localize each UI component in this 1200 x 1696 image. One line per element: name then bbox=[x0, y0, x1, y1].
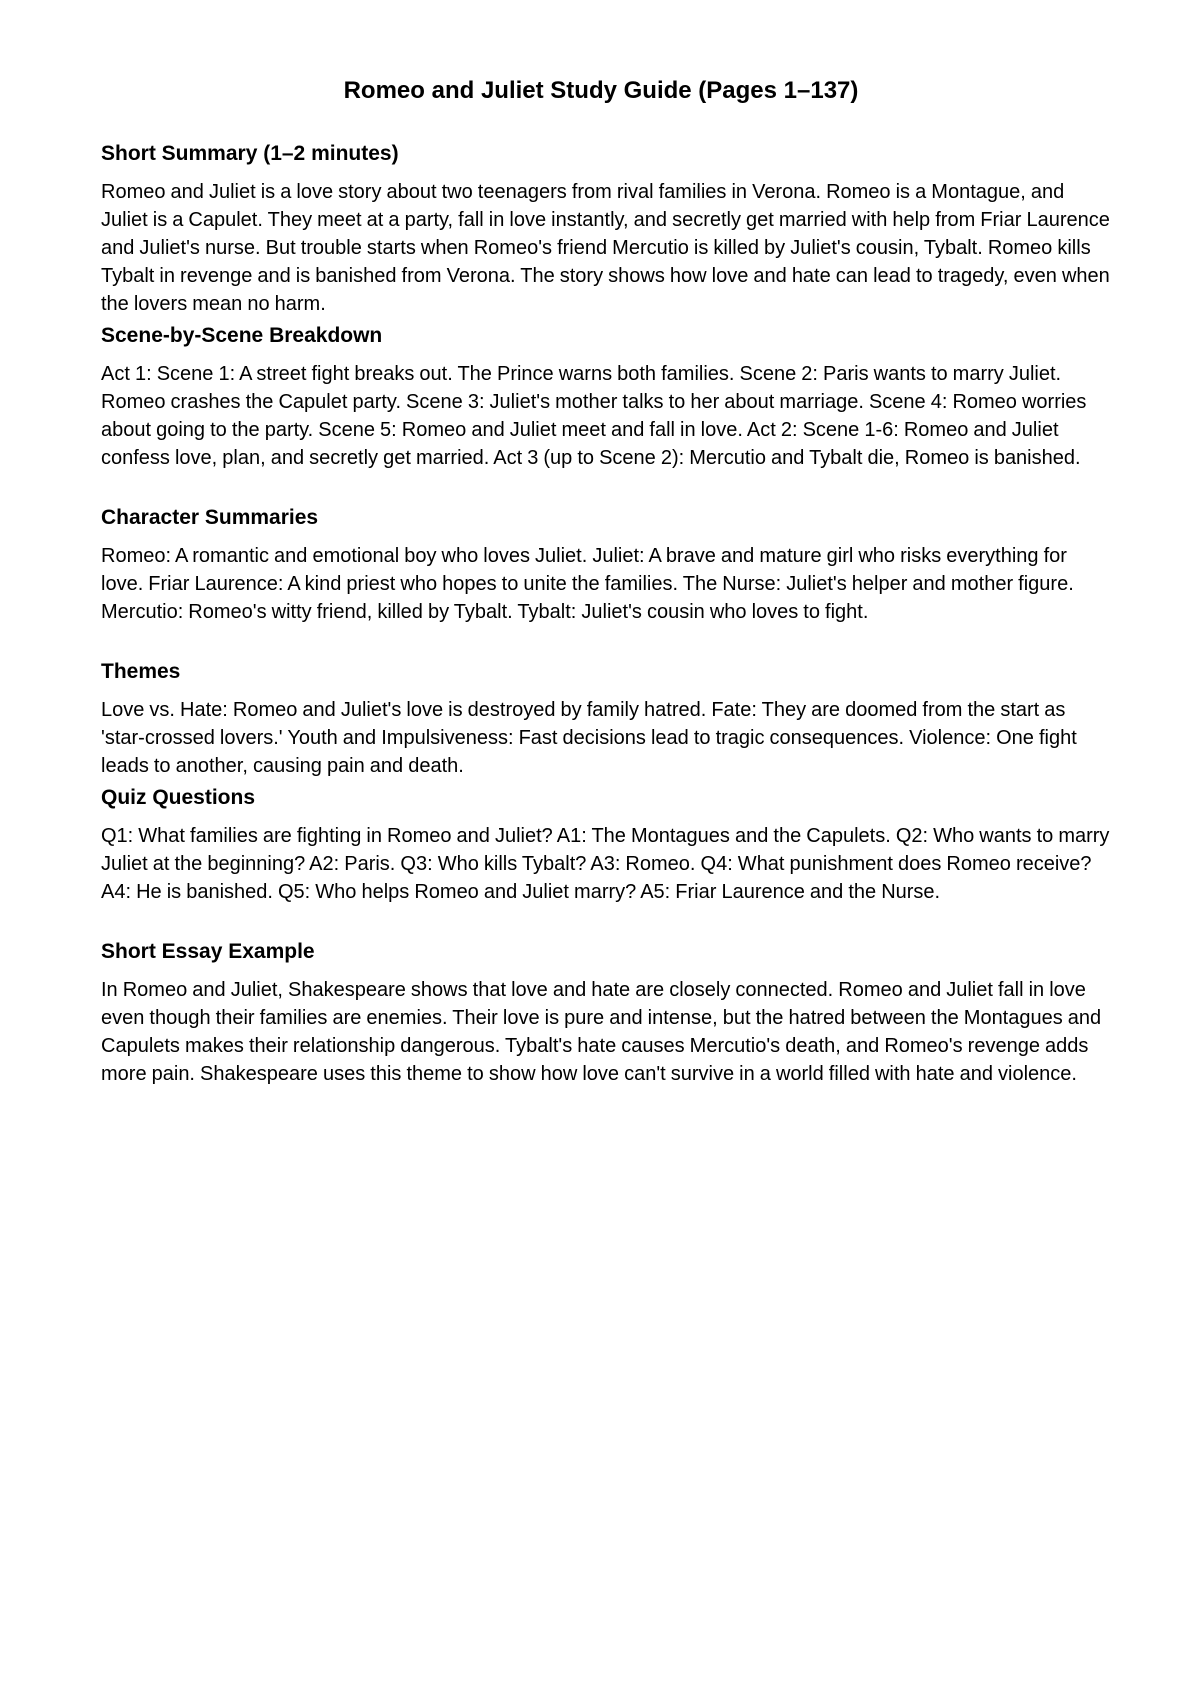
section-scene-breakdown bbox=[101, 322, 1111, 472]
section-heading: Themes bbox=[101, 660, 181, 683]
section-short-essay bbox=[101, 938, 1111, 1088]
section-heading: Scene-by-Scene Breakdown bbox=[101, 324, 383, 347]
section-body: Act 1: Scene 1: A street fight breaks out. The Prince warns both families. Scene 2: Paris wants to marry Juliet. Romeo crashes the Capulet party. Scene 3: Juliet's mother talks to her about marriage. Scene 4: Romeo worries about going to the party. Scene 5: Romeo and Juliet meet and fall in love. Act 2: Scene 1-6: Romeo and Juliet confess love, plan, and secretly get married. Act 3 (up to Scene 2): Mercutio and Tybalt die, Romeo is banished. bbox=[101, 363, 1087, 469]
section-heading: Character Summaries bbox=[101, 506, 319, 529]
section-body: Romeo and Juliet is a love story about two teenagers from rival families in Verona. Romeo is a Montague, and Juliet is a Capulet. They meet at a party, fall in love instantly, and secretly get married with help from Friar Laurence and Juliet's nurse. But trouble starts when Romeo's friend Mercutio is killed by Juliet's cousin, Tybalt. Romeo kills Tybalt in revenge and is banished from Verona. The story shows how love and hate can lead to tragedy, even when the lovers mean no harm. bbox=[101, 181, 1110, 315]
section-body: In Romeo and Juliet, Shakespeare shows that love and hate are closely connected. Romeo and Juliet fall in love even though their families are enemies. Their love is pure and intense, but the hatred between the Montagues and Capulets makes their relationship dangerous. Tybalt's hate causes Mercutio's death, and Romeo's revenge adds more pain. Shakespeare uses this theme to show how love can't survive in a world filled with hate and violence. bbox=[101, 979, 1102, 1085]
section-heading: Short Summary (1–2 minutes) bbox=[101, 142, 399, 165]
section-body: Romeo: A romantic and emotional boy who loves Juliet. Juliet: A brave and mature girl who risks everything for love. Friar Laurence: A kind priest who hopes to unite the families. The Nurse: Juliet's helper and mother figure. Mercutio: Romeo's witty friend, killed by Tybalt. Tybalt: Juliet's cousin who loves to fight. bbox=[101, 545, 1074, 623]
document-title: Romeo and Juliet Study Guide (Pages 1–137) bbox=[343, 77, 859, 104]
section-body: Q1: What families are fighting in Romeo and Juliet? A1: The Montagues and the Capulets. Q2: Who wants to marry Juliet at the beginning? A2: Paris. Q3: Who kills Tybalt? A3: Romeo. Q4: What punishment does Romeo receive? A4: He is banished. Q5: Who helps Romeo and Juliet marry? A5: Friar Laurence and the Nurse. bbox=[101, 825, 1110, 903]
section-heading: Quiz Questions bbox=[101, 786, 256, 809]
section-body: Love vs. Hate: Romeo and Juliet's love is destroyed by family hatred. Fate: They are doomed from the start as 'star-crossed lovers.' Youth and Impulsiveness: Fast decisions lead to tragic consequences. Violence: One fight leads to another, causing pain and death. bbox=[101, 699, 1077, 777]
section-character-summaries bbox=[101, 504, 1111, 626]
section-short-summary bbox=[101, 140, 1111, 318]
section-themes bbox=[101, 658, 1111, 780]
section-heading: Short Essay Example bbox=[101, 940, 315, 963]
section-quiz-questions bbox=[101, 784, 1111, 906]
